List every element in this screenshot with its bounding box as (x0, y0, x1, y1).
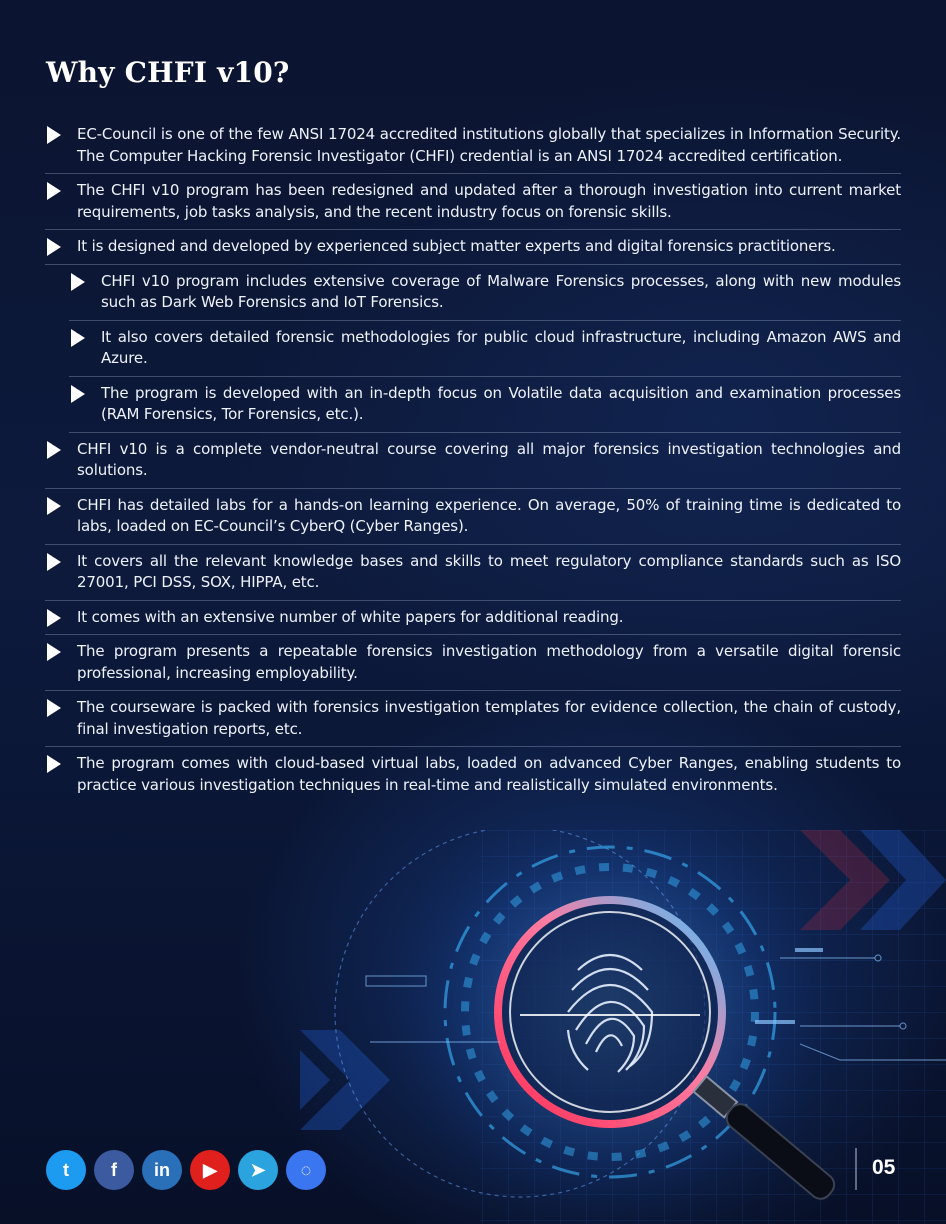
bullet-text: CHFI has detailed labs for a hands-on learning experience. On average, 50% of training time is dedicated to labs, loaded on EC-Council’s CyberQ (Cyber Ranges). (77, 495, 901, 535)
bullet-arrow-icon (47, 609, 61, 627)
bullet-text: The CHFI v10 program has been redesigned and updated after a thorough investigation into current market requirements, job tasks analysis, and the recent industry focus on forensic skills. (77, 181, 901, 221)
bullet-arrow-icon (47, 553, 61, 571)
bullet-item (45, 118, 901, 174)
page-title: Why CHFI v10? (46, 56, 290, 89)
bullet-text: It also covers detailed forensic methodologies for public cloud infrastructure, including Amazon AWS and Azure. (101, 327, 901, 367)
bullet-arrow-icon (47, 182, 61, 200)
bullet-item (45, 601, 901, 636)
sub-bullet-item (69, 265, 901, 321)
sub-bullet-item (69, 377, 901, 433)
telegram-icon[interactable]: ➤ (238, 1150, 278, 1190)
bullet-text: The program is developed with an in-depth focus on Volatile data acquisition and examination processes (RAM Forensics, Tor Forensics, etc.). (101, 383, 901, 423)
bullet-arrow-icon (47, 126, 61, 144)
bullet-text: The courseware is packed with forensics investigation templates for evidence collection, the chain of custody, final investigation reports, etc. (77, 698, 901, 738)
bullet-text: It covers all the relevant knowledge bases and skills to meet regulatory compliance standards such as ISO 27001, PCI DSS, SOX, HIPPA, etc. (77, 551, 901, 591)
bullet-arrow-icon (71, 329, 85, 347)
social-icons (46, 1150, 326, 1190)
bullet-item (45, 433, 901, 489)
bullet-text: EC-Council is one of the few ANSI 17024 accredited institutions globally that specializes in Information Security. The Computer Hacking Forensic Investigator (CHFI) credential is an ANSI 17024 accredited certification. (77, 125, 901, 165)
bullet-text: The program presents a repeatable forensics investigation methodology from a versatile digital forensic professional, increasing employability. (77, 642, 901, 682)
bullet-item (45, 230, 901, 265)
linkedin-icon[interactable]: in (142, 1150, 182, 1190)
bullet-text: CHFI v10 program includes extensive coverage of Malware Forensics processes, along with new modules such as Dark Web Forensics and IoT Forensics. (101, 271, 901, 311)
bullet-arrow-icon (47, 699, 61, 717)
bullet-item (45, 174, 901, 230)
sub-bullet-item (69, 321, 901, 377)
twitter-icon[interactable]: t (46, 1150, 86, 1190)
bullet-item (45, 747, 901, 802)
bullet-text: It comes with an extensive number of white papers for additional reading. (77, 607, 624, 626)
youtube-icon[interactable]: ▶ (190, 1150, 230, 1190)
bullet-arrow-icon (47, 238, 61, 256)
bullet-arrow-icon (47, 441, 61, 459)
bullet-text: It is designed and developed by experienced subject matter experts and digital forensics practitioners. (77, 237, 836, 255)
bullet-arrow-icon (71, 273, 85, 291)
signal-icon[interactable]: ◌ (286, 1150, 326, 1190)
page-number: 05 (872, 1156, 896, 1179)
bullet-arrow-icon (47, 643, 61, 661)
bullet-text: CHFI v10 is a complete vendor-neutral course covering all major forensics investigation technologies and solutions. (77, 439, 901, 479)
bullet-item (45, 691, 901, 747)
bullet-arrow-icon (71, 385, 85, 403)
bullet-item (45, 635, 901, 691)
page-number-divider (855, 1148, 857, 1190)
fingerprint-magnifier-illustration (300, 830, 946, 1224)
bullet-arrow-icon (47, 497, 61, 515)
bullet-list (45, 118, 901, 802)
bullet-item (45, 545, 901, 601)
bullet-text: The program comes with cloud-based virtual labs, loaded on advanced Cyber Ranges, enabling students to practice various investigation techniques in real-time and realistically simulated environments. (77, 754, 901, 794)
bullet-item (45, 489, 901, 545)
facebook-icon[interactable]: f (94, 1150, 134, 1190)
bullet-arrow-icon (47, 755, 61, 773)
